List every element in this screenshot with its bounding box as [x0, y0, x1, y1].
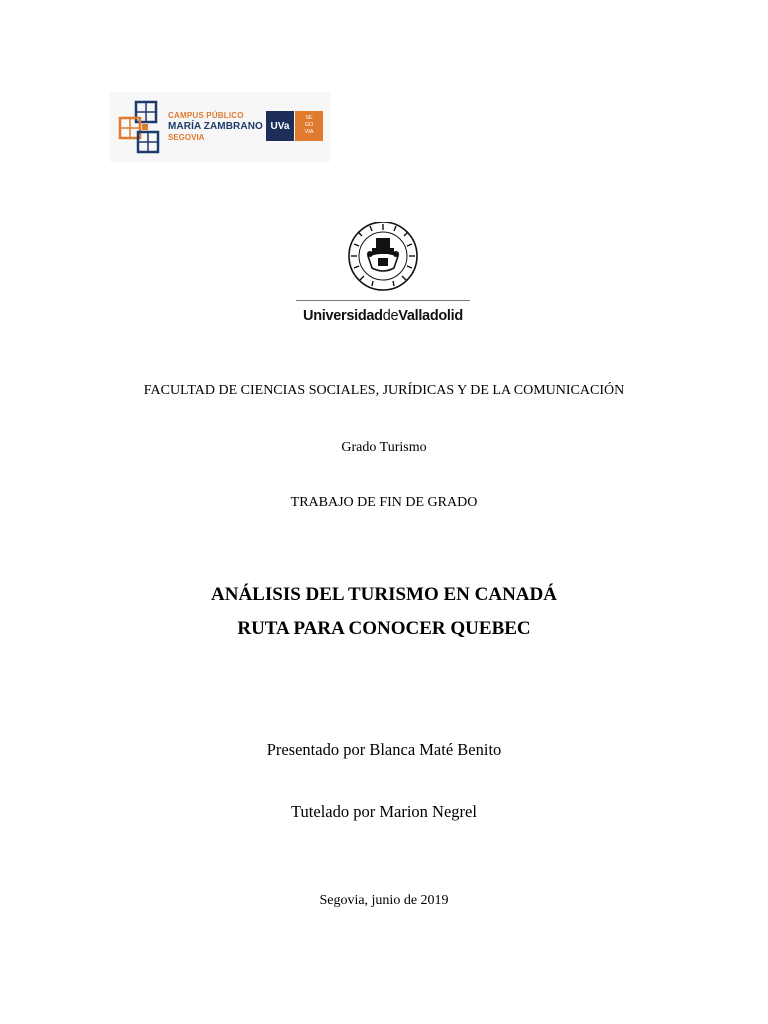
campus-line-3: SEGOVIA	[168, 133, 205, 142]
university-name-part-3: Valladolid	[398, 308, 463, 324]
segovia-badge-line-1: SE	[305, 115, 313, 121]
campus-squares-icon	[116, 100, 164, 156]
segovia-badge	[295, 111, 323, 141]
uva-badge: UVa	[266, 111, 294, 141]
campus-line-2: MARÍA ZAMBRANO	[168, 121, 263, 132]
campus-text	[168, 110, 263, 143]
university-logo-divider	[296, 300, 470, 301]
document-title-line-2: RUTA PARA CONOCER QUEBEC	[237, 618, 531, 639]
campus-line-1: CAMPUS PÚBLICO	[168, 111, 244, 120]
place-date: Segovia, junio de 2019	[319, 893, 449, 908]
university-name-part-2: de	[382, 308, 399, 324]
segovia-badge-line-3: VIA	[304, 129, 314, 135]
university-logo	[296, 222, 470, 322]
document-title-line-1: ANÁLISIS DEL TURISMO EN CANADÁ	[211, 584, 557, 605]
segovia-badge-line-2: GO	[304, 122, 314, 128]
university-name	[296, 308, 470, 324]
campus-logo	[110, 92, 330, 162]
author-line: Presentado por Blanca Maté Benito	[266, 740, 502, 759]
faculty-name: FACULTAD DE CIENCIAS SOCIALES, JURÍDICAS Y DE LA COMUNICACIÓN	[143, 383, 625, 398]
university-seal-icon	[296, 222, 470, 298]
work-type: TRABAJO DE FIN DE GRADO	[290, 495, 478, 510]
degree-name: Grado Turismo	[341, 440, 427, 455]
tutor-line: Tutelado por Marion Negrel	[291, 802, 477, 821]
university-name-part-1: Universidad	[303, 308, 383, 324]
